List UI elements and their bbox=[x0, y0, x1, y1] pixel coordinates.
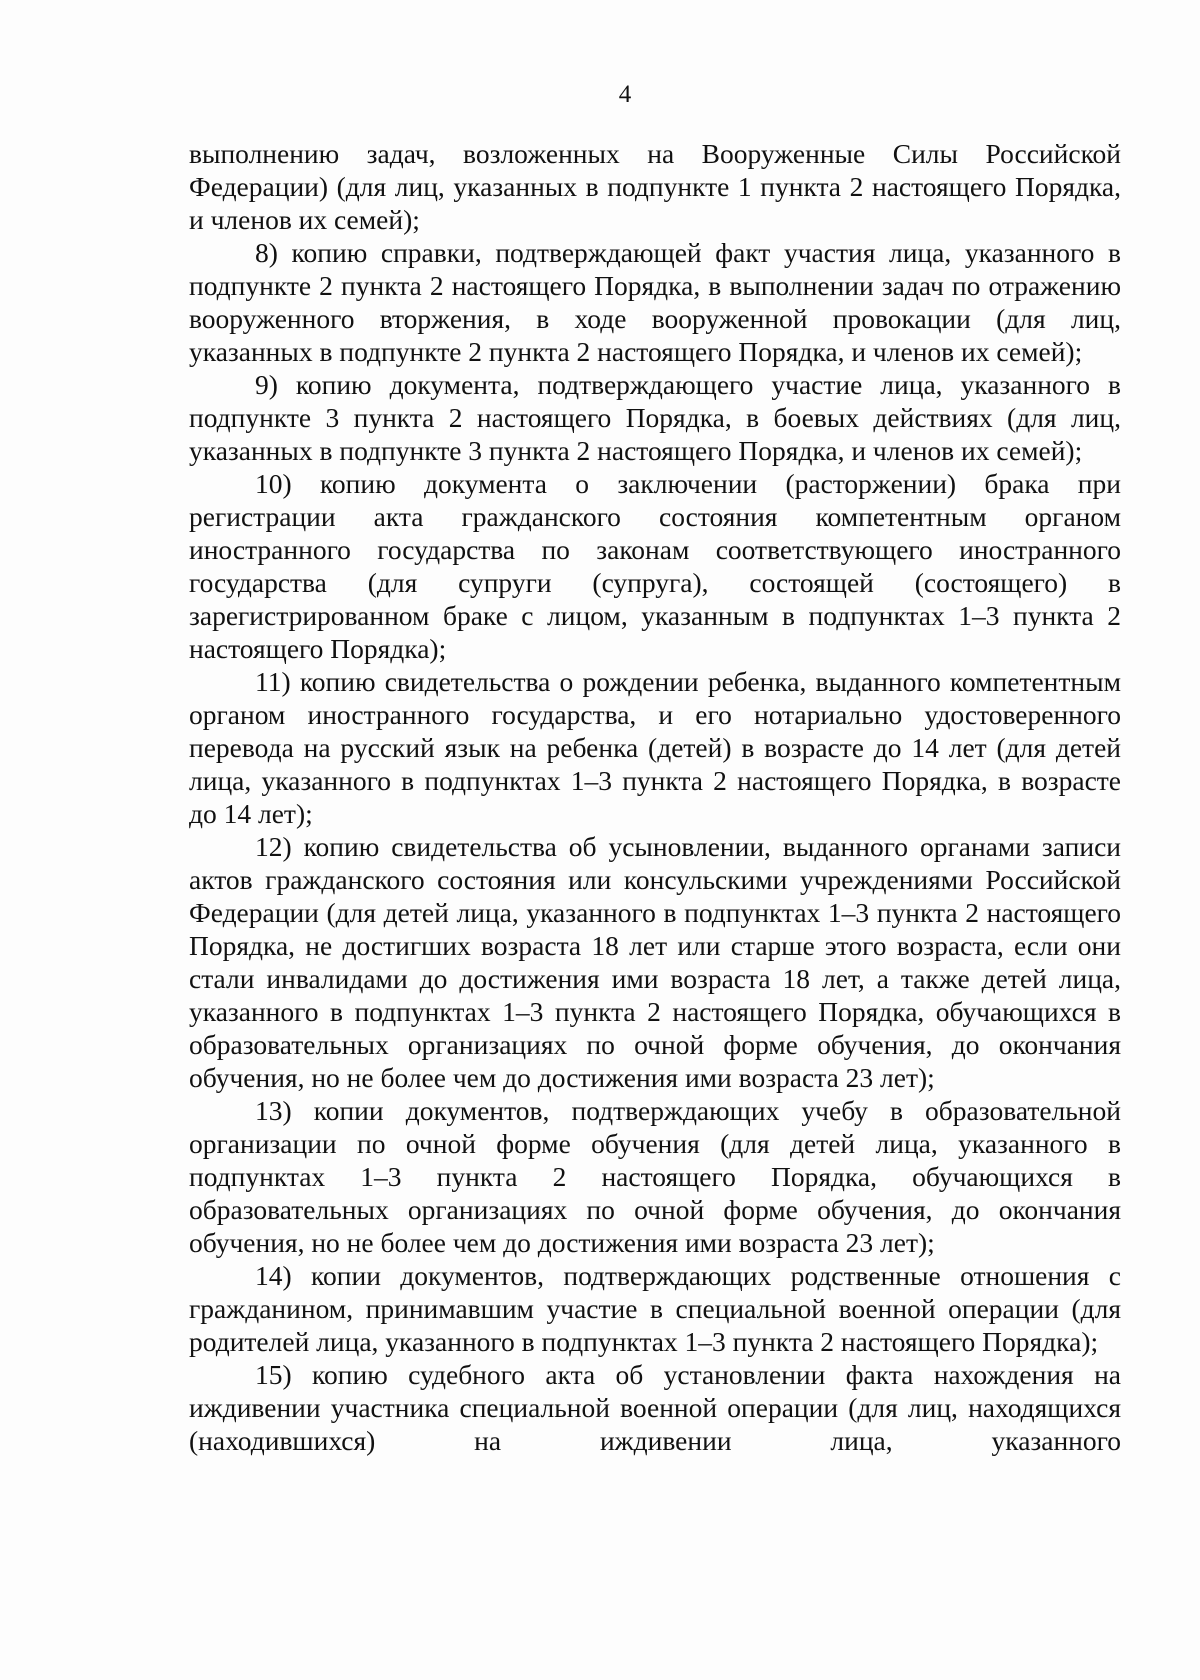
paragraph-item-9: 9) копию документа, подтверждающего участие лица, указанного в подпункте 3 пункта 2 настоящего Порядка, в боевых действиях (для лиц, указанных в подпункте 3 пункта 2 настоящего Порядка, и членов их семей); bbox=[189, 369, 1121, 466]
paragraph-item-11: 11) копию свидетельства о рождении ребенка, выданного компетентным органом иностранного государства, и его нотариально удостоверенного перевода на русский язык на ребенка (детей) в возрасте до 14 лет (для детей лица, указанного в подпунктах 1–3 пункта 2 настоящего Порядка, в возрасте до 14 лет); bbox=[189, 666, 1121, 829]
paragraph-item-10: 10) копию документа о заключении (расторжении) брака при регистрации акта гражданского состояния компетентным органом иностранного государства по законам соответствующего иностранного государства (для супруги (супруга), состоящей (состоящего) в зарегистрированном браке с лицом, указанным в подпунктах 1–3 пункта 2 настоящего Порядка); bbox=[189, 468, 1121, 664]
paragraph-item-14: 14) копии документов, подтверждающих родственные отношения с гражданином, принимавшим участие в специальной военной операции (для родителей лица, указанного в подпунктах 1–3 пункта 2 настоящего Порядка); bbox=[189, 1260, 1121, 1357]
paragraph-item-12: 12) копию свидетельства об усыновлении, выданного органами записи актов гражданского состояния или консульскими учреждениями Российской Федерации (для детей лица, указанного в подпунктах 1–3 пункта 2 настоящего Порядка, не достигших возраста 18 лет или старше этого возраста, если они стали инвалидами до достижения ими возраста 18 лет, а также детей лица, указанного в подпунктах 1–3 пункта 2 настоящего Порядка, обучающихся в образовательных организациях по очной форме обучения, до окончания обучения, но не более чем до достижения ими возраста 23 лет); bbox=[189, 831, 1121, 1093]
paragraph-item-13: 13) копии документов, подтверждающих учебу в образовательной организации по очной форме обучения (для детей лица, указанного в подпунктах 1–3 пункта 2 настоящего Порядка, обучающихся в образовательных организациях по очной форме обучения, до окончания обучения, но не более чем до достижения ими возраста 23 лет); bbox=[189, 1095, 1121, 1258]
paragraph-item-15: 15) копию судебного акта об установлении факта нахождения на иждивении участника специальной военной операции (для лиц, находящихся (находившихся) на иждивении лица, указанного bbox=[189, 1359, 1121, 1456]
paragraph-item-8: 8) копию справки, подтверждающей факт участия лица, указанного в подпункте 2 пункта 2 настоящего Порядка, в выполнении задач по отражению вооруженного вторжения, в ходе вооруженной провокации (для лиц, указанных в подпункте 2 пункта 2 настоящего Порядка, и членов их семей); bbox=[189, 237, 1121, 367]
paragraph-continuation: выполнению задач, возложенных на Вооруженные Силы Российской Федерации) (для лиц, указанных в подпункте 1 пункта 2 настоящего Порядка, и членов их семей); bbox=[189, 138, 1121, 235]
page-number: 4 bbox=[618, 81, 632, 108]
document-body bbox=[189, 137, 1121, 1457]
